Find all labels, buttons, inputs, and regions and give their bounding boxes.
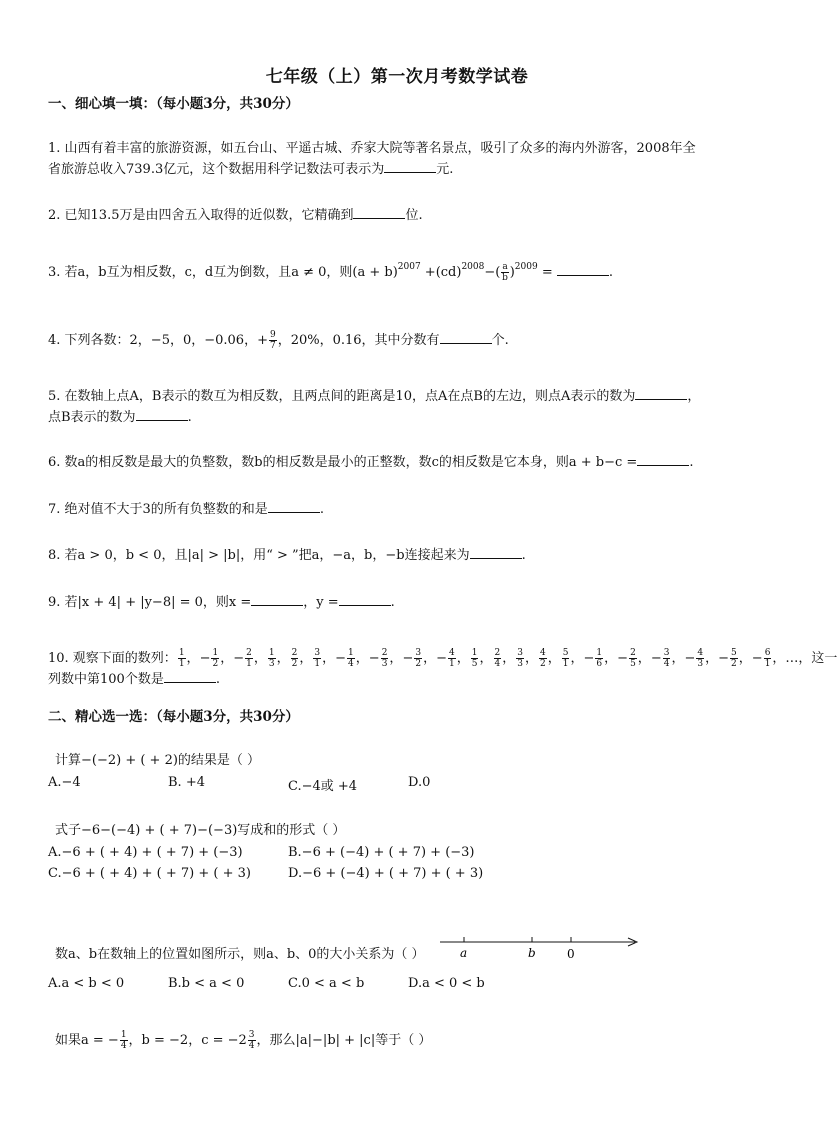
numerator: 3 (248, 1030, 255, 1040)
question-10-end: . (215, 672, 220, 687)
sequence-fraction (414, 648, 422, 669)
question-1-line1: 1. 山西有着丰富的旅游资源，如五台山、平遥古城、乔家大院等著名景点，吸引了众多的海内外游客，2008年全 (48, 141, 696, 156)
denominator: 2 (212, 659, 219, 669)
sequence-fraction (663, 648, 671, 669)
sequence-fraction (562, 648, 570, 669)
question-3-text: −( (484, 265, 501, 280)
question-3-end: . (608, 265, 613, 280)
denominator: 4 (248, 1041, 255, 1051)
numerator: 2 (246, 648, 252, 658)
numerator: 1 (471, 648, 478, 658)
sequence-sign: − (751, 651, 763, 666)
sequence-separator: ， (423, 651, 437, 666)
sequence-separator: ， (524, 651, 538, 666)
numerator: 5 (731, 648, 737, 658)
question-5-text: 5. 在数轴上点A，B表示的数互为相反数，且两点间的距离是10，点A在点B的左边，则点A表示的数为 (48, 389, 636, 404)
choice-question-2: 式子−6−(−4) + ( + 7)−(−3)写成和的形式（ ） (55, 823, 346, 838)
choice-4-text: ，b = −2，c = −2 (128, 1033, 247, 1048)
question-6-text: 6. 数a的相反数是最大的负整数，数b的相反数是最小的正整数，数c的相反数是它本身，则a + b−c = (48, 455, 638, 470)
sequence-fraction (516, 648, 524, 669)
denominator: 4 (348, 659, 354, 669)
answer-blank[interactable] (339, 593, 391, 606)
option-b[interactable]: B.−6 + (−4) + ( + 7) + (−3) (288, 845, 475, 860)
answer-blank[interactable] (440, 331, 492, 344)
numerator: 2 (494, 648, 501, 658)
numerator: 3 (663, 648, 670, 658)
option-c[interactable]: C.−4或 +4 (288, 779, 358, 794)
sequence-fraction (313, 648, 321, 669)
section-fill-heading: 一、细心填一填：（每小题3分，共30分） (48, 96, 299, 112)
denominator: 5 (471, 659, 478, 669)
question-9 (48, 592, 748, 613)
sequence-separator: ， (322, 651, 336, 666)
sequence-separator: ， (738, 651, 752, 666)
sequence-sign: − (583, 651, 595, 666)
question-9-text: ，y = (303, 595, 339, 610)
numerator: 3 (415, 648, 422, 658)
option-d[interactable]: D.−6 + (−4) + ( + 7) + ( + 3) (288, 866, 484, 881)
numerator: 3 (517, 648, 523, 658)
sequence-sign: − (335, 651, 347, 666)
sequence-sign: − (402, 651, 414, 666)
denominator: 3 (381, 659, 388, 669)
fraction (248, 1030, 256, 1051)
fraction (120, 1030, 128, 1051)
sequence-sign: − (436, 651, 447, 666)
label-b: b (528, 946, 536, 960)
exam-title: 七年级（上）第一次月考数学试卷 (265, 67, 529, 87)
question-2 (48, 205, 748, 226)
numerator: 5 (562, 648, 569, 658)
sequence-separator: ， (671, 651, 685, 666)
fraction (501, 262, 508, 283)
choice-question-1: 计算−(−2) + ( + 2)的结果是（ ） (55, 753, 261, 768)
question-1-line2: 省旅游总收入739.3亿元，这个数据用科学记数法可表示为 (48, 162, 385, 177)
sequence-separator: ， (570, 651, 584, 666)
denominator: 2 (291, 659, 298, 669)
question-5-end: . (187, 410, 192, 425)
numerator: 1 (212, 648, 219, 658)
sequence-fraction (494, 648, 502, 669)
sequence-fraction (539, 648, 547, 669)
question-6 (48, 452, 748, 473)
option-d[interactable]: D.a < 0 < b (408, 976, 485, 991)
sequence-sign: − (617, 651, 629, 666)
sequence-fraction (764, 648, 772, 669)
sequence-separator: ， (479, 651, 493, 666)
sequence-fraction (595, 648, 603, 669)
numerator: 2 (381, 648, 388, 658)
sequence-separator: ， (299, 651, 313, 666)
sequence-fraction (471, 648, 479, 669)
sequence-fraction (291, 648, 299, 669)
question-10-text: 列数中第100个数是 (48, 672, 164, 687)
sequence-fraction (381, 648, 389, 669)
denominator: 4 (663, 659, 670, 669)
question-1 (48, 138, 748, 180)
sequence-fraction (245, 648, 253, 669)
question-7 (48, 499, 748, 520)
exponent: 2008 (461, 262, 485, 272)
sequence-separator: ， (220, 651, 234, 666)
sequence-separator: ， (355, 651, 369, 666)
numerator: 1 (348, 648, 354, 658)
sequence-fraction (448, 648, 456, 669)
sequence-fraction (347, 648, 355, 669)
denominator: 1 (764, 659, 771, 669)
question-2-end: 位. (405, 208, 423, 223)
denominator: 3 (697, 659, 704, 669)
sequence-separator: ， (637, 651, 651, 666)
answer-blank[interactable] (353, 206, 405, 219)
numerator: 3 (314, 648, 321, 658)
option-b[interactable]: B.b < a < 0 (168, 976, 245, 991)
sequence-separator: ， (253, 651, 267, 666)
denominator: b (502, 273, 508, 283)
question-3-text: = (537, 265, 557, 280)
sequence-fraction (696, 648, 704, 669)
numerator: 4 (449, 648, 455, 658)
numerator: 2 (291, 648, 298, 658)
option-c[interactable]: C.−6 + ( + 4) + ( + 7) + ( + 3) (48, 866, 251, 881)
denominator: 1 (562, 659, 569, 669)
question-4 (48, 330, 748, 351)
question-8 (48, 545, 748, 566)
denominator: 3 (268, 659, 275, 669)
answer-blank[interactable] (136, 408, 188, 421)
numerator: 1 (178, 648, 185, 658)
answer-blank[interactable] (251, 593, 303, 606)
number-line-figure (440, 932, 645, 964)
numerator: 1 (268, 648, 275, 658)
option-a[interactable]: A.−4 (48, 775, 81, 790)
question-7-text: 7. 绝对值不大于3的所有负整数的和是 (48, 502, 268, 517)
sequence-fraction (211, 648, 219, 669)
number-sequence (177, 648, 773, 669)
question-5 (48, 386, 748, 428)
numerator: 6 (764, 648, 771, 658)
answer-blank[interactable] (384, 160, 436, 173)
option-c[interactable]: C.0 < a < b (288, 976, 365, 991)
question-10-text: 10. 观察下面的数列： (48, 651, 177, 666)
denominator: 6 (596, 659, 603, 669)
numerator: 1 (596, 648, 603, 658)
question-3-text: +(cd) (420, 265, 462, 280)
option-b[interactable]: B. +4 (168, 775, 205, 790)
sequence-fraction (629, 648, 637, 669)
question-7-end: . (319, 502, 324, 517)
numerator: a (502, 262, 508, 272)
denominator: 7 (269, 341, 276, 351)
fraction (269, 330, 277, 351)
sequence-sign: − (684, 651, 696, 666)
sequence-fraction (268, 648, 276, 669)
sequence-sign: − (718, 651, 730, 666)
denominator: 2 (731, 659, 737, 669)
question-10 (48, 648, 837, 690)
answer-blank[interactable] (557, 263, 609, 276)
numerator: 9 (269, 330, 276, 340)
denominator: 4 (120, 1041, 127, 1051)
denominator: 1 (178, 659, 185, 669)
answer-blank[interactable] (268, 500, 320, 513)
sequence-separator: ， (502, 651, 516, 666)
question-3 (48, 262, 748, 283)
label-a: a (460, 946, 468, 960)
question-2-text: 2. 已知13.5万是由四舍五入取得的近似数，它精确到 (48, 208, 354, 223)
question-4-text: ，20%，0.16，其中分数有 (277, 333, 440, 348)
question-10-text: ，…，这一 (772, 651, 837, 666)
choice-4-text: 如果a = − (55, 1033, 119, 1048)
numerator: 2 (630, 648, 636, 658)
sequence-separator: ， (186, 651, 200, 666)
sequence-separator: ， (456, 651, 470, 666)
option-d[interactable]: D.0 (408, 775, 431, 790)
section-choice-heading: 二、精心选一选：（每小题3分，共30分） (48, 709, 299, 725)
sequence-fraction (178, 648, 186, 669)
question-3-text: 3. 若a，b互为相反数，c，d互为倒数，且a ≠ 0，则(a + b) (48, 265, 398, 280)
question-4-text: 4. 下列各数：2，−5，0，−0.06，+ (48, 333, 268, 348)
exponent: 2009 (514, 262, 538, 272)
choice-question-3: 数a、b在数轴上的位置如图所示，则a、b、0的大小关系为（ ） (55, 947, 425, 962)
sequence-fraction (730, 648, 738, 669)
answer-blank[interactable] (470, 546, 522, 559)
answer-blank[interactable] (164, 670, 216, 683)
question-9-end: . (390, 595, 395, 610)
denominator: 3 (517, 659, 523, 669)
question-3-text: ) (509, 265, 515, 280)
sequence-sign: − (368, 651, 380, 666)
question-5-text: ， (687, 389, 701, 404)
question-4-end: 个. (491, 333, 509, 348)
sequence-separator: ， (604, 651, 618, 666)
sequence-sign: − (650, 651, 662, 666)
choice-question-4 (55, 1030, 755, 1051)
denominator: 2 (540, 659, 546, 669)
sequence-separator: ， (276, 651, 290, 666)
numerator: 4 (540, 648, 546, 658)
answer-blank[interactable] (635, 387, 687, 400)
numerator: 1 (120, 1030, 127, 1040)
denominator: 1 (449, 659, 455, 669)
sequence-sign: − (233, 651, 245, 666)
exponent: 2007 (397, 262, 421, 272)
numerator: 4 (697, 648, 704, 658)
sequence-separator: ， (547, 651, 561, 666)
option-a[interactable]: A.−6 + ( + 4) + ( + 7) + (−3) (48, 845, 243, 860)
sequence-separator: ， (389, 651, 403, 666)
question-8-end: . (521, 548, 526, 563)
choice-4-text: ，那么|a|−|b| + |c|等于（ ） (256, 1033, 432, 1048)
label-zero: 0 (567, 947, 575, 961)
denominator: 1 (246, 659, 252, 669)
question-5-text: 点B表示的数为 (48, 410, 136, 425)
option-a[interactable]: A.a < b < 0 (48, 976, 125, 991)
question-8-text: 8. 若a > 0，b < 0，且|a| > |b|，用“ > ”把a，−a，b，−b连接起来为 (48, 548, 470, 563)
sequence-sign: − (199, 651, 211, 666)
question-1-end: 元. (436, 162, 454, 177)
question-6-end: . (689, 455, 694, 470)
denominator: 5 (630, 659, 636, 669)
answer-blank[interactable] (637, 453, 689, 466)
denominator: 2 (415, 659, 422, 669)
denominator: 4 (494, 659, 501, 669)
sequence-separator: ， (705, 651, 719, 666)
denominator: 1 (314, 659, 321, 669)
question-9-text: 9. 若|x + 4| + |y−8| = 0，则x = (48, 595, 252, 610)
